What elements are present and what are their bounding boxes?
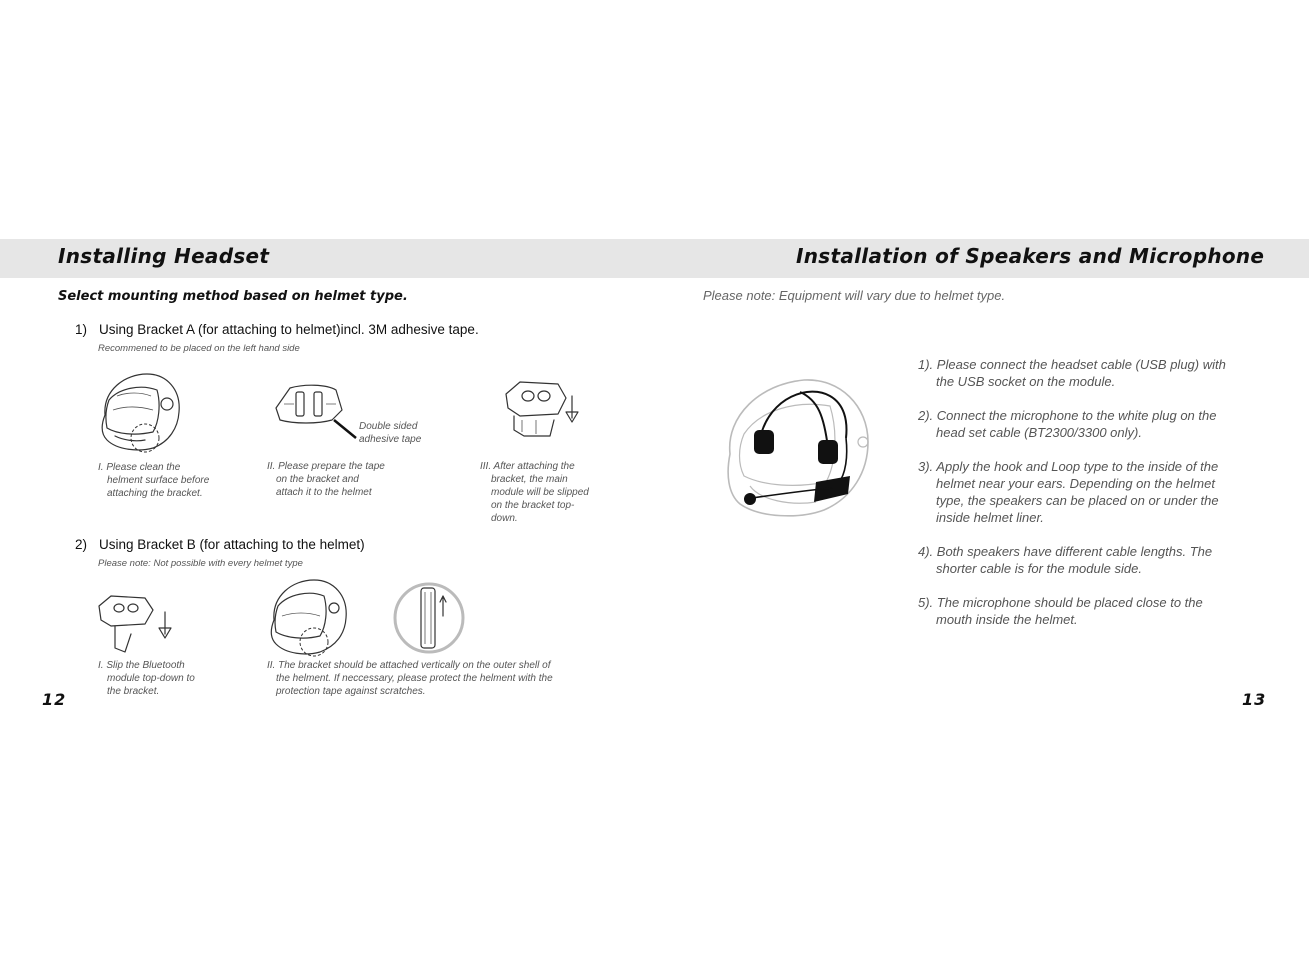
step2-caption-1: I. Slip the Bluetooth module top-down to the bracket. — [98, 660, 195, 697]
tape-label: Double sided adhesive tape — [359, 421, 422, 445]
right-page-number: 13 — [1242, 690, 1267, 709]
step1-caption-1: I. Please clean the helment surface before attaching the bracket. — [98, 462, 210, 499]
bracket-detail-illustration — [393, 582, 465, 654]
step1-heading — [75, 322, 479, 337]
step2-note: Please note: Not possible with every helmet type — [98, 558, 303, 569]
left-page-number: 12 — [42, 690, 67, 709]
step1-caption-3: III. After attaching the bracket, the main module will be slipped on the bracket top- down. — [480, 461, 589, 524]
step1-number: 1) — [75, 322, 88, 337]
module-bracket-illustration — [502, 378, 582, 440]
step1-text: Using Bracket A (for attaching to helmet)incl. 3M adhesive tape. — [99, 322, 479, 337]
left-page-title: Installing Headset — [58, 244, 270, 268]
mounting-subtitle: Select mounting method based on helmet type. — [58, 289, 408, 304]
instruction-item: 2). Connect the microphone to the white plug on the head set cable (BT2300/3300 only). — [918, 408, 1217, 440]
step1-caption-2: II. Please prepare the tape on the bracket and attach it to the helmet — [267, 461, 385, 498]
module-slip-illustration — [97, 594, 177, 656]
helmet-illustration-2 — [264, 576, 352, 658]
instruction-item: 3). Apply the hook and Loop type to the inside of the helmet near your ears. Depending on the helmet type, the speakers can be placed on or under the inside helmet liner. — [918, 459, 1219, 525]
step2-caption-2: II. The bracket should be attached vertically on the outer shell of the helment. If neccessary, please protect the helment with the protection tape against scratches. — [267, 660, 553, 697]
step2-text: Using Bracket B (for attaching to the helmet) — [99, 537, 365, 552]
equipment-note: Please note: Equipment will vary due to helmet type. — [703, 288, 1006, 303]
instruction-item: 4). Both speakers have different cable lengths. The shorter cable is for the module side. — [918, 544, 1213, 576]
helmet-speakers-illustration — [720, 376, 872, 521]
instruction-list — [918, 356, 1226, 645]
right-page-title: Installation of Speakers and Microphone — [796, 244, 1265, 268]
step1-note: Recommened to be placed on the left hand side — [98, 343, 300, 354]
step2-number: 2) — [75, 537, 88, 552]
step2-heading — [75, 537, 365, 552]
helmet-illustration-1 — [95, 370, 185, 455]
instruction-item: 1). Please connect the headset cable (USB plug) with the USB socket on the module. — [918, 357, 1226, 389]
instruction-item: 5). The microphone should be placed close to the mouth inside the helmet. — [918, 595, 1203, 627]
